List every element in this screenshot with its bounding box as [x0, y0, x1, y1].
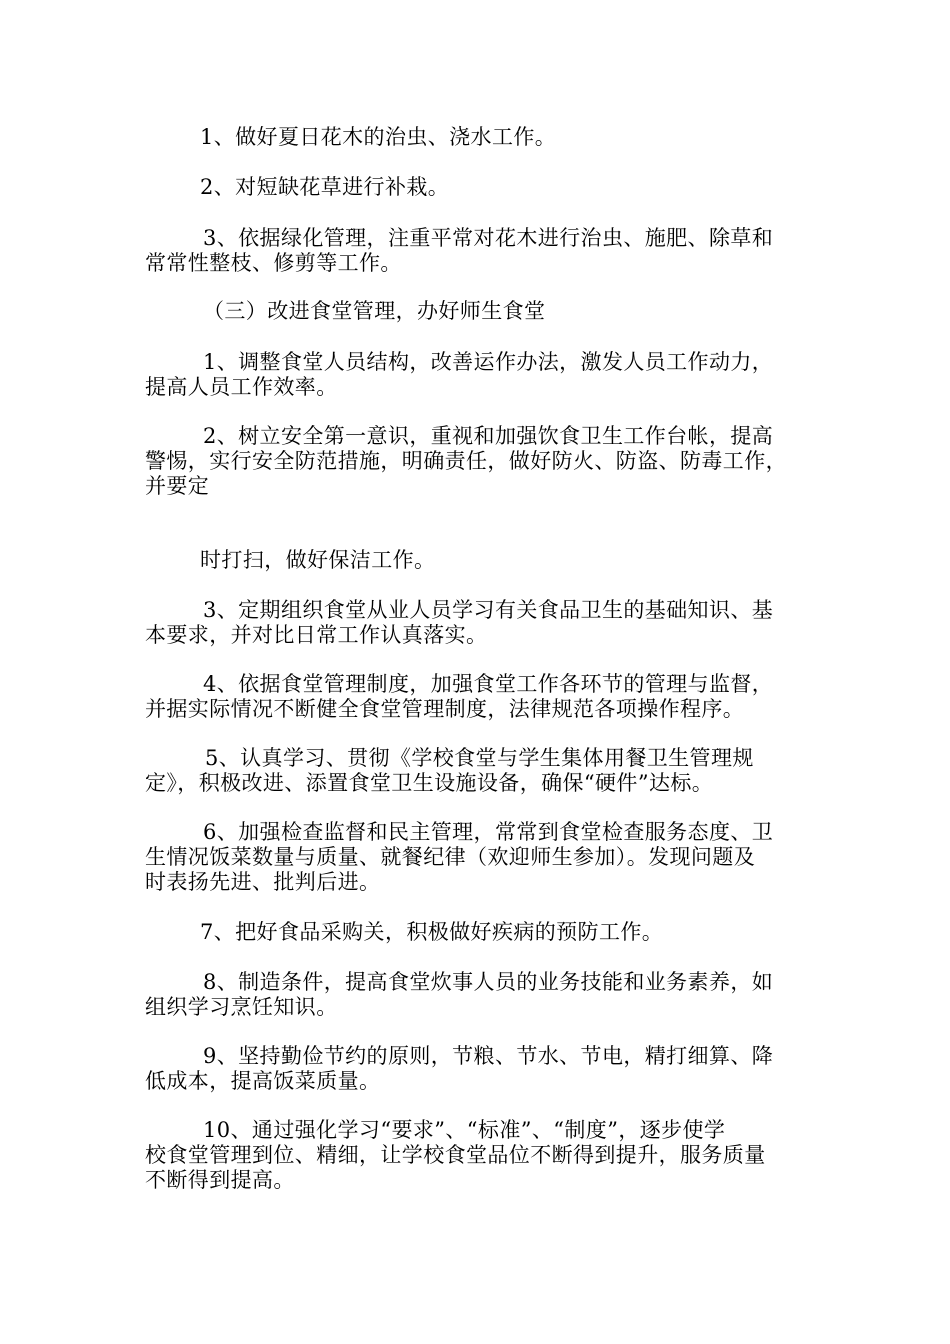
paragraph-line: 1、调整食堂人员结构，改善运作办法，激发人员工作动力， — [203, 350, 774, 374]
paragraph-line: 6、加强检查监督和民主管理，常常到食堂检查服务态度、卫 — [203, 820, 774, 844]
paragraph-line: 并要定 — [145, 474, 210, 498]
paragraph-canteen-7 — [145, 920, 817, 945]
paragraph-line: 4、依据食堂管理制度，加强食堂工作各环节的管理与监督， — [203, 672, 774, 696]
section-heading-canteen — [145, 299, 817, 324]
paragraph-line: 定》，积极改进、添置食堂卫生设施设备，确保“硬件”达标。 — [145, 771, 714, 795]
paragraph-canteen-4 — [145, 672, 817, 722]
paragraph-canteen-10 — [145, 1118, 817, 1193]
paragraph-line: 警惕，实行安全防范措施，明确责任，做好防火、防盗、防毒工作， — [145, 449, 787, 473]
paragraph-line: 2、树立安全第一意识，重视和加强饮食卫生工作台帐，提高 — [203, 424, 774, 448]
paragraph-line: 时表扬先进、批判后进。 — [145, 870, 381, 894]
paragraph-line: 7、把好食品采购关，积极做好疾病的预防工作。 — [200, 920, 664, 944]
paragraph-canteen-6 — [145, 820, 817, 895]
paragraph-canteen-9 — [145, 1044, 817, 1094]
paragraph-canteen-2-cont — [145, 548, 817, 573]
paragraph-canteen-5 — [145, 746, 817, 796]
paragraph-line: 9、坚持勤俭节约的原则，节粮、节水、节电，精打细算、降 — [203, 1044, 774, 1068]
paragraph-line: 3、依据绿化管理，注重平常对花木进行治虫、施肥、除草和 — [203, 226, 774, 250]
paragraph-canteen-8 — [145, 970, 817, 1020]
paragraph-line: 提高人员工作效率。 — [145, 375, 338, 399]
paragraph-canteen-2 — [145, 424, 817, 499]
paragraph-line: 低成本，提高饭菜质量。 — [145, 1069, 381, 1093]
paragraph-line: 1、做好夏日花木的治虫、浇水工作。 — [200, 125, 557, 149]
paragraph-line: 生情况饭菜数量与质量、就餐纪律（欢迎师生参加）。发现问题及 — [145, 845, 756, 869]
paragraph-line: 不断得到提高。 — [145, 1168, 295, 1192]
paragraph-line: （三）改进食堂管理，办好师生食堂 — [203, 299, 546, 323]
paragraph-canteen-3 — [145, 598, 817, 648]
paragraph-line: 3、定期组织食堂从业人员学习有关食品卫生的基础知识、基 — [203, 598, 774, 622]
paragraph-greening-2 — [145, 175, 817, 200]
paragraph-greening-3 — [145, 226, 817, 276]
paragraph-greening-1 — [145, 125, 817, 150]
paragraph-line: 常常性整枝、修剪等工作。 — [145, 251, 402, 275]
paragraph-line: 8、制造条件，提高食堂炊事人员的业务技能和业务素养，如 — [203, 970, 774, 994]
paragraph-line: 5、认真学习、贯彻《学校食堂与学生集体用餐卫生管理规 — [205, 746, 754, 770]
paragraph-line: 时打扫，做好保洁工作。 — [200, 548, 436, 572]
paragraph-line: 组织学习烹饪知识。 — [145, 995, 338, 1019]
paragraph-canteen-1 — [145, 350, 817, 400]
paragraph-line: 并据实际情况不断健全食堂管理制度，法律规范各项操作程序。 — [145, 697, 745, 721]
paragraph-line: 2、对短缺花草进行补栽。 — [200, 175, 450, 199]
paragraph-line: 10、通过强化学习“要求”、“标准”、“制度”，逐步使学 — [203, 1118, 726, 1142]
paragraph-line: 校食堂管理到位、精细，让学校食堂品位不断得到提升，服务质量 — [145, 1143, 766, 1167]
paragraph-line: 本要求，并对比日常工作认真落实。 — [145, 623, 488, 647]
